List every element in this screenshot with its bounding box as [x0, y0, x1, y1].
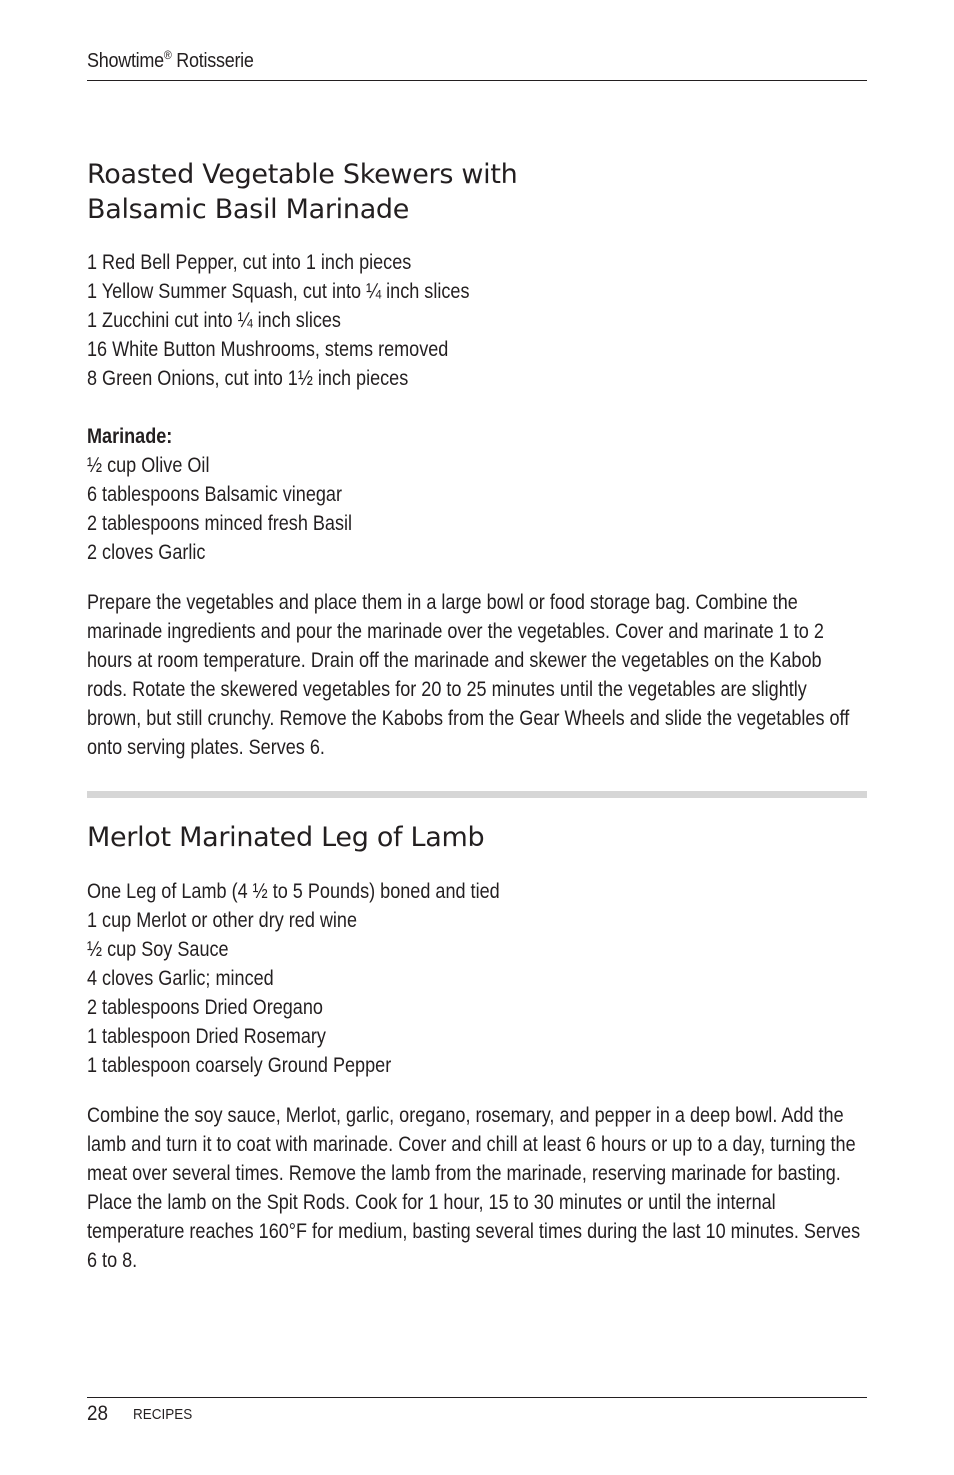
- recipe-title-vegetable-skewers: Roasted Vegetable Skewers with Balsamic Basil Marinade: [87, 159, 518, 225]
- ingredient-item: 8 Green Onions, cut into 1½ inch pieces: [87, 367, 409, 390]
- section-divider: [87, 791, 867, 798]
- ingredient-item: 16 White Button Mushrooms, stems removed: [87, 338, 449, 361]
- header-title: Showtime® Rotisserie: [87, 48, 254, 72]
- marinade-item: 6 tablespoons Balsamic vinegar: [87, 483, 343, 506]
- marinade-item: 2 tablespoons minced fresh Basil: [87, 512, 353, 535]
- marinade-heading: Marinade:: [87, 425, 173, 448]
- recipe-title-leg-of-lamb: Merlot Marinated Leg of Lamb: [87, 822, 485, 853]
- marinade-list: [87, 422, 887, 567]
- ingredient-list-vegetables: [87, 248, 887, 393]
- ingredient-item: 2 tablespoons Dried Oregano: [87, 996, 323, 1019]
- directions-leg-of-lamb: Combine the soy sauce, Merlot, garlic, oregano, rosemary, and pepper in a deep bowl. Add the lamb and turn it to coat with marinade. Cover and chill at least 6 hours or up to a day, turning the meat over several times. Remove the lamb from the marinade, reserving marinade for basting. Place the lamb on the Spit Rods. Cook for 1 hour, 15 to 30 minutes or until the internal temperature reaches 160°F for medium, basting several times during the last 10 minutes. Serves 6 to 8.: [87, 1104, 861, 1272]
- directions-vegetable-skewers: Prepare the vegetables and place them in a large bowl or food storage bag. Combine the marinade ingredients and pour the marinade over the vegetables. Cover and marinate 1 to 2 hours at room temperature. Drain off the marinade and skewer the vegetables on the Kabob rods. Rotate the skewered vegetables for 20 to 25 minutes until the vegetables are slightly brown, but still crunchy. Remove the Kabobs from the Gear Wheels and slide the vegetables off onto serving plates. Serves 6.: [87, 591, 850, 759]
- ingredient-item: One Leg of Lamb (4 ½ to 5 Pounds) boned and tied: [87, 880, 500, 903]
- ingredient-item: 1 Red Bell Pepper, cut into 1 inch pieces: [87, 251, 412, 274]
- ingredient-item: 1 cup Merlot or other dry red wine: [87, 909, 358, 932]
- marinade-item: ½ cup Olive Oil: [87, 454, 210, 477]
- ingredient-item: 1 Yellow Summer Squash, cut into ¼ inch slices: [87, 280, 470, 303]
- marinade-item: 2 cloves Garlic: [87, 541, 206, 564]
- section-label: RECIPES: [133, 1406, 193, 1423]
- ingredient-item: 1 tablespoon Dried Rosemary: [87, 1025, 326, 1048]
- ingredient-item: 1 Zucchini cut into ¼ inch slices: [87, 309, 341, 332]
- page-header: [87, 48, 867, 81]
- ingredient-item: 4 cloves Garlic; minced: [87, 967, 274, 990]
- ingredient-item: 1 tablespoon coarsely Ground Pepper: [87, 1054, 392, 1077]
- ingredient-item: ½ cup Soy Sauce: [87, 938, 229, 961]
- ingredient-list-lamb: [87, 877, 887, 1080]
- page-footer: [87, 1397, 867, 1425]
- page-number: 28: [87, 1402, 109, 1425]
